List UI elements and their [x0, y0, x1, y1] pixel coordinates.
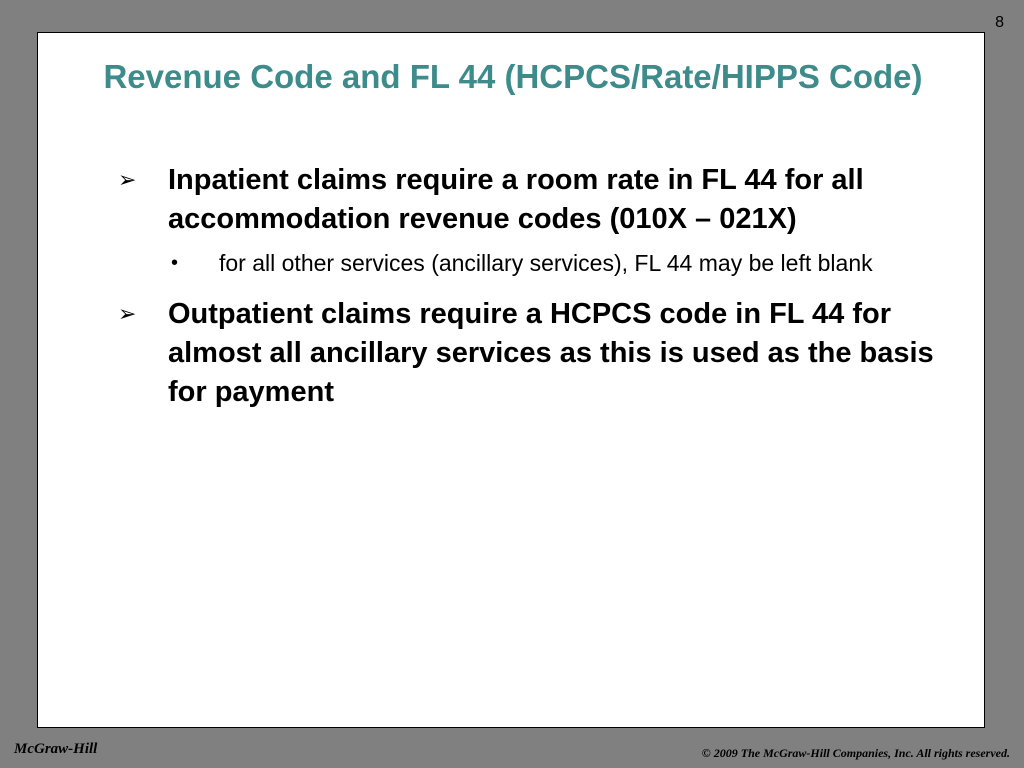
sub-bullet-item — [116, 247, 966, 279]
slide — [37, 32, 985, 728]
arrow-bullet-icon: ➢ — [118, 168, 137, 193]
bullet-item — [116, 295, 966, 412]
bullet-text: Outpatient claims require a HCPCS code in FL 44 for almost all ancillary services as this is used as the basis for payment — [168, 298, 934, 408]
dot-bullet-icon: • — [171, 252, 179, 274]
arrow-bullet-icon: ➢ — [118, 302, 137, 327]
slide-content — [116, 161, 966, 420]
sub-bullet-text: for all other services (ancillary services), FL 44 may be left blank — [219, 250, 873, 276]
bullet-item — [116, 161, 966, 239]
publisher-logo-text: McGraw-Hill — [14, 741, 98, 757]
slide-title: Revenue Code and FL 44 (HCPCS/Rate/HIPPS Code) — [103, 58, 923, 95]
bullet-text: Inpatient claims require a room rate in FL 44 for all accommodation revenue codes (010X – 021X) — [168, 164, 864, 235]
slide-number: 8 — [995, 14, 1004, 31]
copyright-notice: © 2009 The McGraw-Hill Companies, Inc. All rights reserved. — [701, 746, 1010, 760]
